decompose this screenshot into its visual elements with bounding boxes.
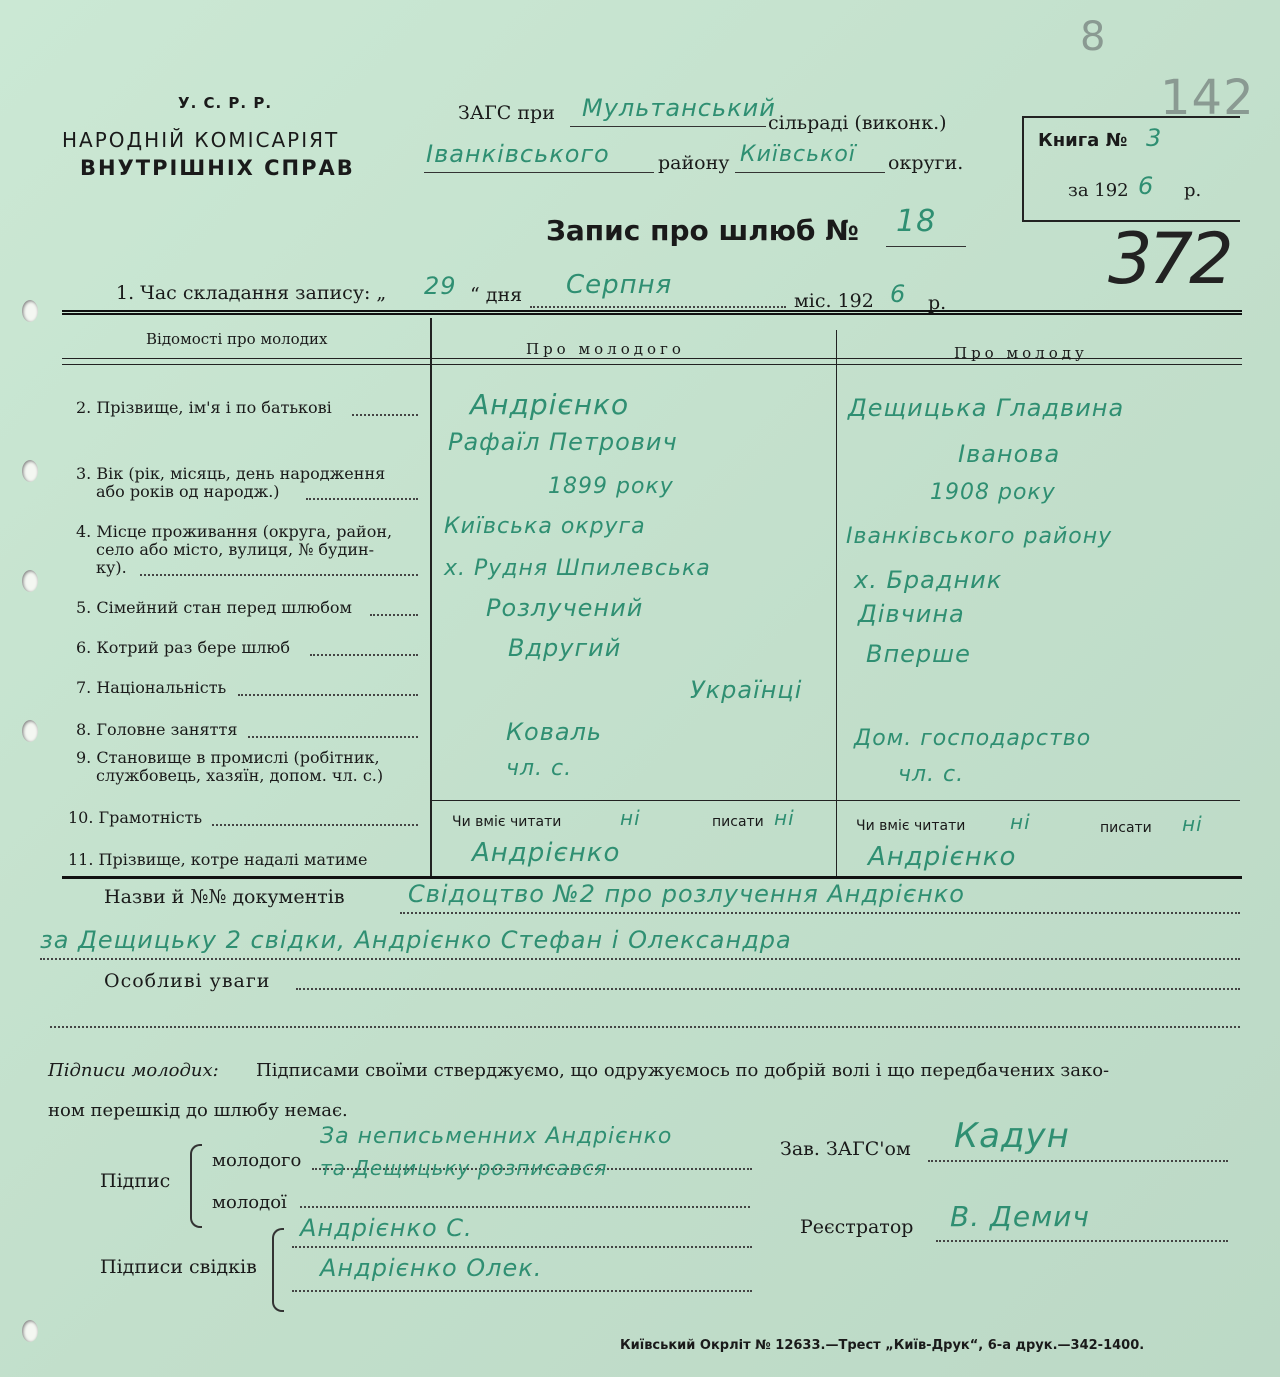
bride-marriage-count-hw: Вперше	[866, 640, 971, 668]
signatures-intro-text2: ном перешкід до шлюбу немає.	[48, 1100, 348, 1121]
raion-label: району	[658, 152, 730, 174]
record-number-line	[886, 246, 966, 247]
corner-number-2: 142	[1160, 70, 1255, 126]
book-year-hw: 6	[1138, 172, 1155, 200]
okrug-hw: Київської	[740, 142, 856, 167]
remarks-line2	[50, 1026, 1240, 1028]
bride-marital-hw: Дівчина	[858, 600, 965, 628]
bride-read-hw: ні	[1010, 810, 1031, 834]
book-year-label: за 192	[1068, 180, 1129, 201]
signatures-intro-text: Підписами своїми стверджуємо, що одружуємось по добрій волі і що передбачених зако-	[256, 1060, 1110, 1081]
groom-read-label: Чи вміє читати	[452, 814, 562, 830]
punch-hole	[22, 460, 38, 482]
bride-future-surname-hw: Андрієнко	[868, 842, 1017, 872]
groom-marital-hw: Розлучений	[486, 594, 644, 622]
remarks-line1	[296, 988, 1240, 990]
record-day-hw: 29	[424, 272, 457, 300]
bride-read-label: Чи вміє читати	[856, 818, 966, 834]
sign-label: Підпис	[100, 1170, 171, 1192]
okrug-label: округи.	[888, 152, 964, 174]
raion-hw: Іванківського	[426, 140, 610, 168]
witness-label: Підписи свідків	[100, 1256, 257, 1278]
groom-sign-label: молодого	[212, 1150, 302, 1171]
row-label-position-1: 9. Становище в промислі (робітник,	[76, 748, 380, 767]
print-footer: Київський Окрліт № 12633.—Трест „Київ-Друк“, 6-а друк.—342-1400.	[620, 1338, 1145, 1353]
record-year-hw: 6	[890, 280, 907, 308]
row-dots	[306, 498, 418, 500]
record-time-label: 1. Час складання запису: „	[116, 282, 387, 304]
table-header-rule2	[62, 364, 1242, 365]
row-label-marital: 5. Сімейний стан перед шлюбом	[76, 598, 352, 617]
registrar-sign-line	[936, 1240, 1228, 1242]
bride-occupation-hw: Дом. господарство	[854, 726, 1092, 751]
record-month-label: міс. 192	[794, 290, 874, 312]
book-number-hw: 3	[1146, 124, 1163, 152]
documents-line2	[40, 958, 1240, 960]
registrar-signature-hw: В. Демич	[950, 1200, 1090, 1233]
raion-line	[424, 172, 654, 173]
punch-hole	[22, 720, 38, 742]
groom-future-surname-hw: Андрієнко	[472, 838, 621, 868]
punch-hole	[22, 1320, 38, 1342]
groom-position-hw: чл. с.	[506, 756, 573, 781]
row-label-occupation: 8. Головне заняття	[76, 720, 238, 739]
record-title: Запис про шлюб №	[546, 214, 859, 247]
silradi-label: сільраді (виконк.)	[768, 112, 947, 134]
groom-age-hw: 1899 року	[548, 474, 674, 499]
col-header-info: Відомості про молодих	[146, 330, 328, 348]
groom-residence-2-hw: х. Рудня Шпилевська	[444, 556, 711, 581]
zags-village-line	[570, 126, 766, 127]
book-label: Книга №	[1038, 130, 1128, 151]
row-dots	[140, 574, 418, 576]
documents-line1	[400, 912, 1240, 914]
bride-write-label: писати	[1100, 820, 1152, 836]
groom-write-label: писати	[712, 814, 764, 830]
row-label-future-surname: 11. Прізвище, котре надалі матиме	[68, 850, 368, 869]
bride-sign-label: молодої	[212, 1192, 287, 1213]
punch-hole	[22, 300, 38, 322]
row-dots	[212, 824, 418, 826]
row-label-residence-1: 4. Місце проживання (округа, район,	[76, 522, 393, 541]
literacy-rule	[430, 800, 1240, 801]
zags-prefix: ЗАГС при	[458, 102, 555, 124]
record-month-line	[530, 306, 786, 308]
corner-number-3: 372	[1108, 218, 1230, 300]
bride-signature-hw: та Дещицьку розписався	[320, 1156, 608, 1180]
head-sign-line	[928, 1160, 1228, 1162]
corner-number-1: 8	[1080, 14, 1107, 60]
witness1-line	[292, 1246, 752, 1248]
commissariat-line1: НАРОДНІЙ КОМІСАРІЯТ	[62, 128, 340, 152]
groom-name-hw: Рафаїл Петрович	[448, 428, 678, 456]
table-bottom-rule	[62, 876, 1242, 879]
groom-occupation-hw: Коваль	[506, 718, 603, 746]
groom-signature-hw: За неписьменних Андрієнко	[320, 1124, 673, 1149]
sign-brace	[190, 1144, 202, 1228]
witness2-signature-hw: Андрієнко Олек.	[320, 1254, 543, 1282]
book-year-suffix: р.	[1184, 180, 1202, 201]
documents-label: Назви й №№ документів	[104, 886, 345, 908]
witness2-line	[292, 1290, 752, 1292]
record-year-suffix: р.	[928, 292, 947, 314]
nationality-hw: Українці	[690, 676, 803, 704]
bride-sign-line	[300, 1206, 750, 1208]
commissariat-line2: ВНУТРІШНІХ СПРАВ	[80, 156, 355, 180]
witness1-signature-hw: Андрієнко С.	[300, 1214, 473, 1242]
signatures-intro-label: Підписи молодих:	[48, 1060, 219, 1081]
head-signature-hw: Кадун	[954, 1116, 1070, 1156]
record-month-hw: Серпня	[566, 270, 673, 300]
documents-line1-hw: Свідоцтво №2 про розлучення Андрієнко	[408, 880, 965, 908]
groom-marriage-count-hw: Вдругий	[508, 634, 622, 662]
row-label-age-2: або років од народж.)	[96, 482, 280, 501]
bride-write-hw: ні	[1182, 812, 1203, 836]
row-dots	[352, 414, 418, 416]
row-label-marriage-count: 6. Котрий раз бере шлюб	[76, 638, 290, 657]
bride-residence-1-hw: Іванківського району	[846, 524, 1113, 549]
row-dots	[310, 654, 418, 656]
bride-surname-hw: Дещицька Гладвина	[848, 394, 1125, 422]
record-number-hw: 18	[896, 204, 937, 239]
groom-read-hw: ні	[620, 806, 641, 830]
table-col-divider-1	[430, 318, 432, 876]
row-dots	[248, 736, 418, 738]
row-dots	[238, 694, 418, 696]
row-label-age-1: 3. Вік (рік, місяць, день народження	[76, 464, 386, 483]
groom-residence-1-hw: Київська округа	[444, 514, 646, 539]
table-top-rule	[62, 310, 1242, 315]
row-label-residence-3: ку).	[96, 558, 127, 577]
remarks-label: Особливі уваги	[104, 970, 271, 992]
bride-residence-2-hw: х. Брадник	[854, 566, 1003, 594]
row-dots	[370, 614, 418, 616]
punch-hole	[22, 570, 38, 592]
ussr-label: У. С. Р. Р.	[178, 94, 273, 112]
row-label-surname: 2. Прізвище, ім'я і по батькові	[76, 398, 332, 417]
col-header-groom: Про молодого	[526, 340, 685, 358]
bride-patronymic-hw: Іванова	[958, 440, 1061, 468]
record-day-label: “ дня	[470, 284, 523, 306]
bride-position-hw: чл. с.	[898, 762, 965, 787]
okrug-line	[735, 172, 885, 173]
table-col-divider-2	[836, 330, 837, 876]
bride-age-hw: 1908 року	[930, 480, 1056, 505]
witness-brace	[272, 1228, 284, 1312]
groom-surname-hw: Андрієнко	[470, 388, 630, 421]
head-label: Зав. ЗАГС'ом	[780, 1138, 911, 1160]
row-label-literacy: 10. Грамотність	[68, 808, 203, 827]
row-label-position-2: службовець, хазяїн, допом. чл. с.)	[96, 766, 384, 785]
groom-write-hw: ні	[774, 806, 795, 830]
row-label-residence-2: село або місто, вулиця, № будин-	[96, 540, 375, 559]
registrar-label: Реєстратор	[800, 1216, 914, 1238]
col-header-bride: Про молоду	[954, 344, 1088, 362]
documents-line2-hw: за Дещицьку 2 свідки, Андрієнко Стефан і Олександра	[40, 926, 792, 954]
zags-village-hw: Мультанський	[582, 94, 776, 122]
row-label-nationality: 7. Національність	[76, 678, 227, 697]
